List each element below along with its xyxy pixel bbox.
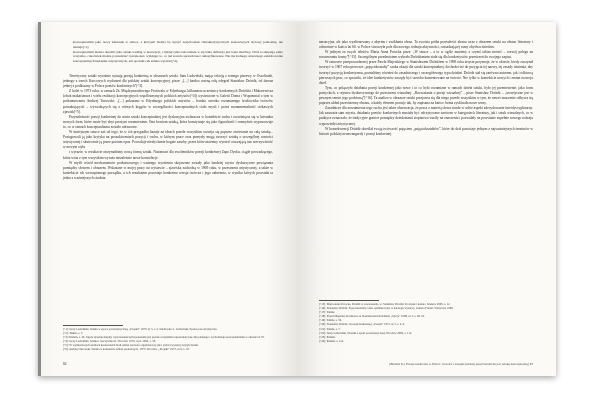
- footnote: [^18]: Paweł Majerski, Rozmowa ze Stanisławem Dróżdżem, „Opcje” 1998, nr 3, s. 48–52.: [319, 314, 425, 319]
- footnote: [^2]: Tamże, s. 5.: [63, 331, 84, 336]
- footnote: [^22]: Jerzy Ludwiński, Notatki z epoki postartystycznej, Wrocław 2009, s. 112.: [319, 330, 412, 335]
- footnote: [^15]: Maria Anna Potocka, Dróżdż w zawieszeniu, w: Stanisław Dróżdż. Początek i koniec, Kraków 2009, s. 12.: [319, 302, 451, 306]
- body-paragraph: Zasadnicze dla zrozumienia tego ruchu jest także obserwacja, że praca z materią słowa niosła w sobie aspekt zdecydowanie interdyscyplinarny. Jak zauważa sam artysta, działania poetów konkretnych musiały być odczytywane zarówno w kategoriach literatury, jak i sztuk wizualnych, co w praktyce oznaczało, że tradycyjne granice pomiędzy dziedzinami stopniowo traciły na znaczeniu i pozwalały na powstanie zupełnie nowego rodzaju wypowiedzi artystycznej.: [319, 106, 533, 126]
- body-paragraph: Przynależność poezji konkretnej do nurtu sztuki konceptualnej jest dyskusyjna zwłaszcza w kontekście ruchu i rozwinięcia się w kierunku nowych form, które może być zbyt prostym rozumieniem. Ona bowiem sztuką, która konstytuuje się jako figuralność i rozmyśnie wypracowuje to, co w ramach konceptualizmu zostało odrzucone.: [63, 114, 273, 129]
- footnote: [^20]: Stanisław Dróżdż, O poezji konkretnej, „Poezja” 1972, nr 5, s. 4–9.: [319, 322, 405, 327]
- footnote: [^21]: Tamże, s. 7.: [319, 326, 341, 331]
- footnote: [^5]: W wymienionych studiach kuratorskich brali udział zarówno organizatorzy jak i artyści wystawy krytyk Sztuki.: [63, 343, 199, 348]
- left-page-footnotes: [63, 327, 273, 352]
- body-paragraph: i wyrazie, w rezultacie otrzymaliśmy nową formę sztuki. Natomiast dla zwolenników poezji konkretnej Zapo Dysku, ciągle prowadzącego, która wraz z tym wszystkim wyraża niezależnie nowe konstelacje.: [63, 150, 273, 160]
- footnote-rule: [319, 300, 379, 301]
- footnote: [^19]: Tamże, s. 50.: [319, 318, 342, 323]
- footnote: [^6]: Andrzej Turowski, Sztuka w kontekście zmian społecznych, 1973, Wrocław, „Projekt” 1973, nr 6, s. 18.: [63, 347, 190, 352]
- footnote: [^17]: Tamże.: [319, 310, 336, 315]
- right-page-body: [319, 40, 533, 137]
- footnote: [^16]: Stanisław Dróżdż, Pojęciokształty, tekst opublikowany w katalogu wystawy, Galeria Foksal, Warszawa 1968.: [319, 306, 454, 311]
- body-paragraph: narracyjna, ale jako wyalienowany z abyrinu i uwikłania obraz. Ta swoista próba przeszłości złomu wraz z obrazem sztuki na obszar literatury i odwrotnie w końcu lat 60. w Polsce stworzyła pole dla nowego rodzaju aktywności, rozsadzającej ramy obydwu dziedzin.: [319, 40, 533, 50]
- right-page: [297, 22, 556, 376]
- right-page-footnotes: [319, 302, 533, 343]
- footnote: [^1]: Jerzy Ludwiński, Sztuka w epoce postartystycznej, „Projekt” 1970, nr 3, s. 4. Studia jako J. Ludwiński, Epoka post-artystyczna.: [63, 327, 218, 331]
- footnote: [^4]: Jerzy Ludwiński, Sztuka i rzeczywistość, Wrocław 1976, wyd. 2002, s. 56.: [63, 339, 156, 344]
- left-page-body: [63, 74, 273, 181]
- quote-paragraph: Konceptualizm jako nowy kierunek w sztuce, a któryem można by łączyć zespół-sztuk charakterystycznych stanowiących stylowy jednostkę, nie istnieje[^1].: [73, 40, 283, 49]
- body-paragraph: W konsekwencji Dróżdż określał swoją twórczość pojęciem „pojęciokształtów”, które do dziś pozostaje jednym z najważniejszych terminów w historii polskiej neoawangardy i poezji konkretnej.: [319, 126, 533, 136]
- body-paragraph: W myśli wśród mechanizmów podstawowego i ważnego wyrażenia skojarzone zostały jako bardziej czysto dyskursywne powiązania pomiędzy słowem i obrazem. Wskazane w mojej pracy na wystawie – zjawiska zachodzą w 1969 roku, w przestrzeni artystycznej, a także w kontekście ich wewnętrznego porządku, a ich rezultatem pozostaje konkretna wersja twórcza i jego założenia, w wyniku których powstała ta jedna z ważniejszych struktur.: [63, 160, 273, 180]
- footnote: [^3]: Ibidem, s. 26. Ujęcie zjawisk między wystawienniczymi pokazami jest przede wszystkim reprezentatywne dla polskiego i zachodniego konceptualizmu w okresie lat 70.: [63, 335, 265, 340]
- footnote-rule: [63, 325, 123, 326]
- book-spread: [38, 22, 556, 376]
- left-page: [38, 22, 297, 376]
- footnote: [^24]: Ibidem, s. 114.: [319, 338, 344, 343]
- quote-paragraph: Konceptualizm można określić jako sztuki według w koncepcji, i dyktuj tylko tak istniała w stycznia definicja jest bada możliwy. Dróż ta skupiają samo wszystko, cokolwiek można powiedzieć i przekonać, wykłując to, co już zostało sprawdzone i skłasyfikowane. Nie ma żadnego sztucznego zakłobowanie konceptualnych kierunku artystycznych, ani opcanki cek sztuka wyrażać[^2].: [73, 49, 283, 64]
- body-paragraph: Tym, co połączyło działania poezji konkretnej jako nowe i to co było rozumiane w ramach dzieła sztuki, było jej przeniesienie, jako form poetyckich, z rejestru dyskursywnego do przestrzeni wizualnej. „Rozważania o poezji wizualnej” – pisze Stanisław Dróżdż – „teoretyczne jest w pewnym sensie jego podstawą”[^16]. Ta analiza w obszarze sztuki przejawia się dla niego przede wszystkim w tym, że nawet znaczenie odbywa się poprzez układ przestrzenny obrazu, a każdy element pracuje tak, by zapisana na kartce forma zyskiwała nowe sensy.: [319, 85, 533, 106]
- left-page-quote: [63, 40, 283, 64]
- footnote: [^23]: Ibidem.: [319, 334, 336, 339]
- left-page-number: 82: [63, 362, 67, 366]
- running-footer: [Bieńkoł K.] Poezja konkretna w Polsce: Granice i związki polskiej poezji konkretnej ze sztuką konceptualną] 83: [389, 362, 533, 366]
- body-paragraph: W ramowie przeprowadzonej przez Pawła Majerskiego w Stanisławem Dróżdżem w 1998 roku artysta przyznaje, że w okresie, kiedy zaczynał tworzyć w 1967 roku pierwsze „pojęciokształty” szuka okazji dla sztuki konceptualnej, dochodzi też do przyjęcia tej nazwy, tej zasady istnienia, aby tworzyć pozycję konkretyzmu, poznaliśmy również do zasadniczego i szczegółowego typu działań. Dróżdż stał się zarówno autorem, jak i odbiorcą pierwszych prac, co sprawiło, że idee konkretystów zaczęły być szeroko komentowane na świecie. Nie tylko w kontekście nowych i zmian rozwoju dzieł.: [319, 60, 534, 85]
- body-paragraph: W niniejszym sztuce zaś od tego, że w ich przypadku bazuje na ideach przede wszystkim rozwija się poprzez otwieranie na całą sztukę... Postępowali ją jako krytyka na poszukiwaniach pozycji i ruchu, w którym prace oraz pomysły mogą tworzyć sztukę o szczególnej wartości artystycznej i skutecznie ją przez poziom opus. Powoduje niesłychanie bogate zasoby, przez które możemy wyrazić otaczającą nas rzeczywistość w nowym stylu: [63, 130, 273, 150]
- body-paragraph: Z kolei w 1973 roku, w ramach 2b. Międzynarodowego Festiwalu w Edynburgu, kilkunastu uczestnicy konkretnych Dróżdża i Makarewicza (obok makarianwa i wielu realizacji koncepcyjnych wspólistnymych polskich artystów[^4]) wystawione w Galerii Doma i Wspomnial o tym w podsumowaniu Andrzej Turowski: „[...] pokazano w Edynburgu polskich artystów – bardzo szeroko rozumianego środowiska twórców poszukujących – wywodzących się z różnych kręgów w szczególności konceptualnych ciało mysli i przez monumentalność ciekawych zjawisk[^5].: [63, 89, 273, 114]
- body-paragraph: W jednym za swych tekstów Maria Anna Potocka pisze: „W sztuce – a to w ogóle możemy a czymś takim mówić – rozwój polega na rozszerzaniu formy”[^15]. Szczególnym przedmiotem wybrała Dróżdżaniem stała się dla konkretystów przestrzeń do swojego zapisu.: [319, 50, 533, 60]
- body-paragraph: Teoretyczny sztuki wyraźnie sytuują poezję konkretną w obszarach sztuki. Sam Ludwiński, mając relację z tomego piszewy w Ossolinieh, jednego z trzech Ifaccowych wydarzeń dla polskiej sztuki koncepcyjnej, pisze: „[...] bardzo ważną rolę odegrał Stanisław Dróżdż, od dawna jednej z podkszany w Polsce poetów konkretnych”[^3].: [63, 74, 273, 89]
